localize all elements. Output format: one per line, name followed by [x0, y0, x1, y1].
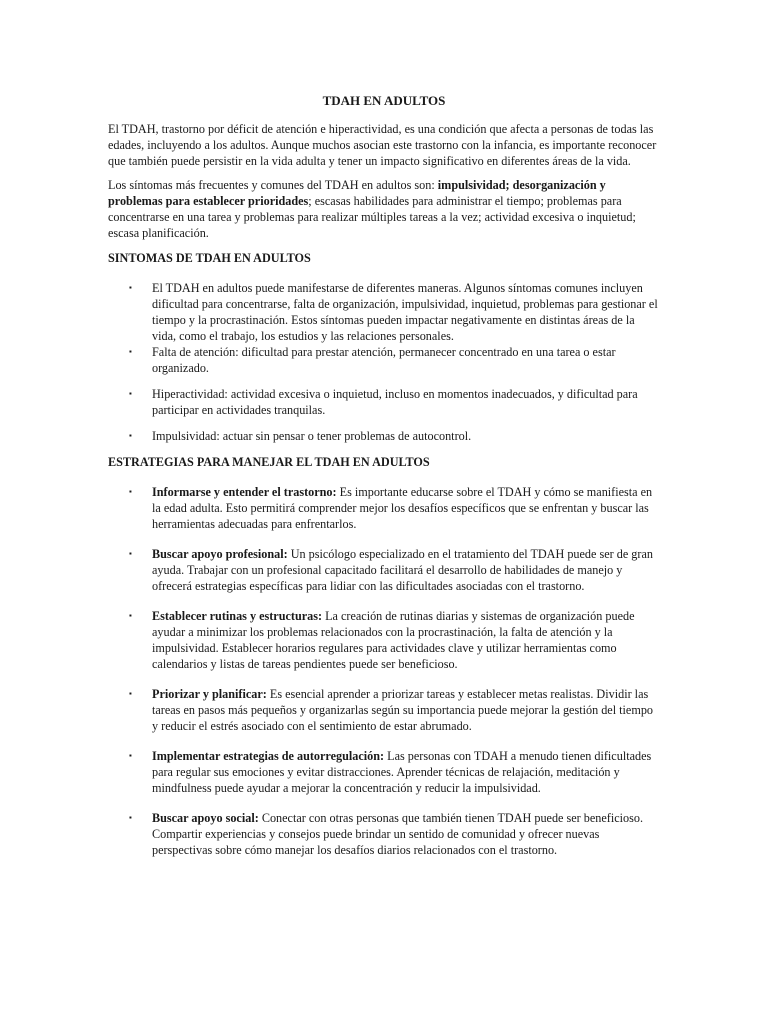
bullet-icon: ▪: [129, 751, 132, 760]
list-item: [108, 608, 660, 672]
bullet-icon: ▪: [129, 813, 132, 822]
strategy-label: Priorizar y planificar:: [152, 687, 267, 701]
bullet-icon: ▪: [129, 549, 132, 558]
strategy-label: Establecer rutinas y estructuras:: [152, 609, 323, 623]
symptoms-list: [108, 280, 660, 444]
strategy-text: La creación de rutinas diarias y sistemas de organización puede ayudar a minimizar los problemas relacionados con la procrastinación, la falta de atención y la impulsividad. Establecer horarios regulares para actividades clave y utilizar herramientas como calendarios y listas de tareas pendientes puede ser beneficioso.: [152, 609, 635, 671]
list-item-text: Hiperactividad: actividad excesiva o inquietud, incluso en momentos inadecuados, y dificultad para participar en actividades tranquilas.: [152, 387, 638, 417]
symptoms-bold: impulsividad; desorganización y problemas para establecer prioridades: [108, 178, 606, 208]
list-item: [108, 428, 660, 444]
list-item-text: Falta de atención: dificultad para prestar atención, permanecer concentrado en una tarea o estar organizado.: [152, 345, 616, 375]
list-item-text: Impulsividad: actuar sin pensar o tener problemas de autocontrol.: [152, 429, 472, 443]
bullet-icon: ▪: [129, 347, 132, 356]
strategies-list: [108, 484, 660, 858]
strategy-text: Las personas con TDAH a menudo tienen dificultades para regular sus emociones y evitar distracciones. Aprender técnicas de relajación, meditación y mindfulness puede ayudar a mejorar la concentración y reducir la impulsividad.: [152, 749, 652, 795]
bullet-icon: ▪: [129, 487, 132, 496]
list-item: [108, 686, 660, 734]
strategy-label: Implementar estrategias de autorregulación:: [152, 749, 385, 763]
intro-paragraph: El TDAH, trastorno por déficit de atención e hiperactividad, es una condición que afecta a personas de todas las edades, incluyendo a los adultos. Aunque muchos asocian este trastorno con la infancia, es importante reconocer que también puede persistir en la vida adulta y tener un impacto significativo en diferentes áreas de la vida.: [108, 122, 657, 168]
symptoms-paragraph: [108, 177, 660, 241]
strategy-text: Conectar con otras personas que también tienen TDAH puede ser beneficioso. Compartir experiencias y consejos puede brindar un sentido de comunidad y ofrecer nuevas perspectivas sobre cómo manejar los desafíos diarios relacionados con el trastorno.: [152, 811, 643, 857]
bullet-icon: ▪: [129, 283, 132, 292]
strategy-text: Un psicólogo especializado en el tratamiento del TDAH puede ser de gran ayuda. Trabajar con un profesional capacitado facilitará el desarrollo de habilidades de manejo y ofrecerá estrategias específicas para lidiar con las dificultades asociadas con el trastorno.: [152, 547, 653, 593]
list-item: [108, 484, 660, 532]
strategy-text: Es esencial aprender a priorizar tareas y establecer metas realistas. Dividir las tareas en pasos más pequeños y organizarlas según su importancia puede mejorar la gestión del tiempo y reducir el estrés asociado con el sentimiento de estar abrumado.: [152, 687, 654, 733]
list-item: [108, 386, 660, 418]
list-item-text: El TDAH en adultos puede manifestarse de diferentes maneras. Algunos síntomas comunes incluyen dificultad para concentrarse, falta de organización, impulsividad, inquietud, problemas para gestionar el tiempo y la procrastinación. Estos síntomas pueden impactar negativamente en distintas áreas de la vida, como el trabajo, los estudios y las relaciones personales.: [152, 281, 658, 343]
bullet-icon: ▪: [129, 689, 132, 698]
bullet-icon: ▪: [129, 611, 132, 620]
document-body: [108, 90, 660, 858]
bullet-icon: ▪: [129, 389, 132, 398]
strategy-label: Informarse y entender el trastorno:: [152, 485, 337, 499]
bullet-icon: ▪: [129, 431, 132, 440]
section-heading-strategies: ESTRATEGIAS PARA MANEJAR EL TDAH EN ADULTOS: [108, 455, 430, 469]
section-heading-symptoms: SINTOMAS DE TDAH EN ADULTOS: [108, 251, 311, 265]
list-item: [108, 344, 660, 376]
strategy-label: Buscar apoyo social:: [152, 811, 259, 825]
list-item: [108, 546, 660, 594]
strategy-text: Es importante educarse sobre el TDAH y cómo se manifiesta en la edad adulta. Esto permitirá comprender mejor los desafíos específicos que se enfrentan y buscar las herramientas adecuadas para enfrentarlos.: [152, 485, 653, 531]
list-item: [108, 810, 660, 858]
document-title: TDAH EN ADULTOS: [322, 93, 446, 108]
list-item: [108, 280, 660, 344]
list-item: [108, 748, 660, 796]
symptoms-lead: Los síntomas más frecuentes y comunes del TDAH en adultos son:: [108, 178, 438, 192]
symptoms-rest: ; escasas habilidades para administrar el tiempo; problemas para concentrarse en una tarea y problemas para realizar múltiples tareas a la vez; actividad excesiva o inquietud; escasa planificación.: [108, 194, 636, 240]
strategy-label: Buscar apoyo profesional:: [152, 547, 288, 561]
